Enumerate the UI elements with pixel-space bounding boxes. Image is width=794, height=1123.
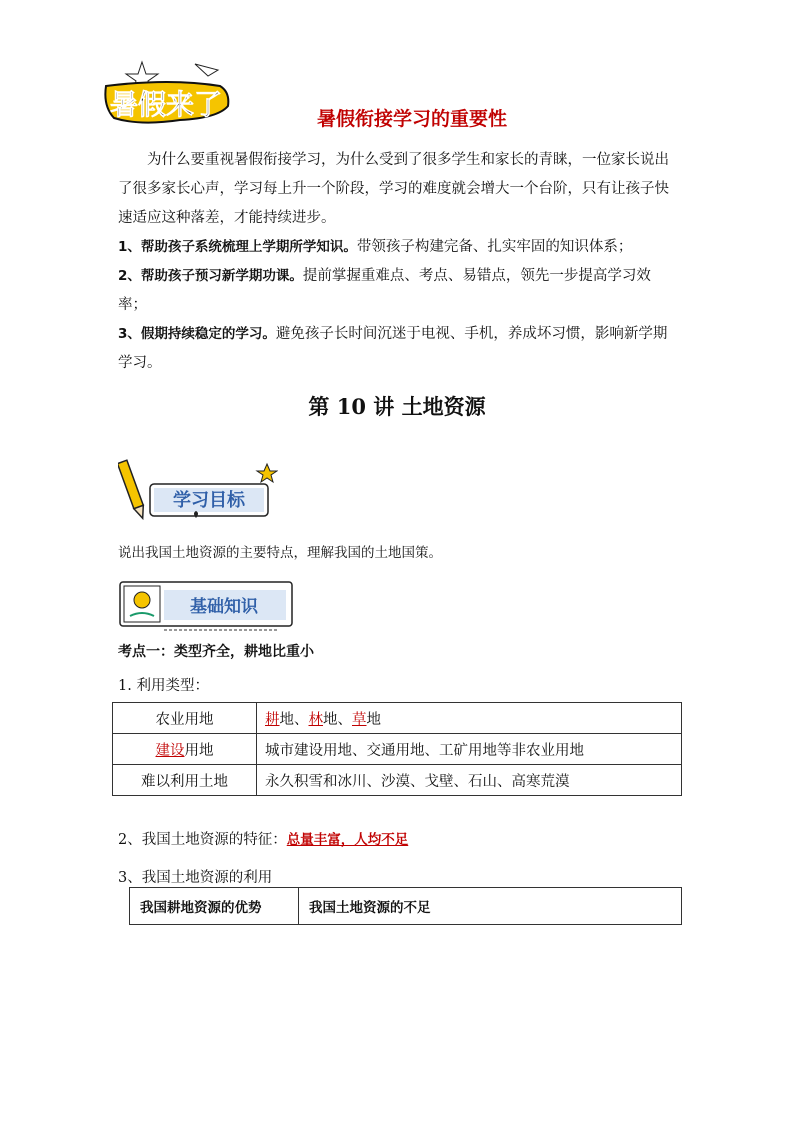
table-row bbox=[113, 765, 682, 796]
point-3-bold: 3、假期持续稳定的学习。 bbox=[118, 326, 276, 342]
point-2-bold: 2、帮助孩子预习新学期功课。 bbox=[118, 268, 303, 284]
answer-forest: 林 bbox=[308, 711, 323, 728]
intro-section bbox=[118, 146, 678, 378]
answer-cultivated: 耕 bbox=[265, 711, 280, 728]
point-1-text: 带领孩子构建完备、扎实牢固的知识体系； bbox=[356, 239, 633, 255]
table-row bbox=[130, 888, 682, 925]
goal-text: 说出我国土地资源的主要特点，理解我国的土地国策。 bbox=[118, 545, 442, 561]
table-row bbox=[113, 703, 682, 734]
land-type-cell: 难以利用土地 bbox=[113, 765, 257, 796]
table-row bbox=[113, 734, 682, 765]
basics-badge-label: 基础知识 bbox=[190, 597, 258, 617]
knowledge-point-1: 考点一：类型齐全，耕地比重小 bbox=[118, 644, 314, 660]
land-value-cell: 永久积雪和冰川、沙漠、戈壁、石山、高寒荒漠 bbox=[257, 765, 682, 796]
page-title: 暑假衔接学习的重要性 bbox=[316, 108, 507, 130]
text-part: 地、 bbox=[279, 711, 309, 728]
land-type-cell bbox=[113, 734, 257, 765]
text-part: 用地 bbox=[184, 742, 214, 759]
intro-point-3 bbox=[118, 320, 678, 378]
point-3-text: 避免孩子长时间沉迷于电视、手机，养成坏习惯，影响新学期学习。 bbox=[118, 326, 668, 371]
point-2-text: 提前掌握重难点、考点、易错点，领先一步提高学习效率； bbox=[118, 268, 651, 313]
heading-utilization: 3、我国土地资源的利用 bbox=[118, 870, 273, 886]
land-type-cell: 农业用地 bbox=[113, 703, 257, 734]
utilization-table bbox=[129, 887, 682, 925]
intro-point-1 bbox=[118, 233, 678, 262]
text-part: 地、 bbox=[323, 711, 352, 728]
basics-badge bbox=[118, 578, 298, 634]
logo-text: 暑假来了 bbox=[110, 88, 223, 121]
lesson-title: 第 10 讲 土地资源 bbox=[308, 394, 486, 419]
answer-characteristics: 总量丰富，人均不足 bbox=[286, 832, 409, 848]
advantage-header: 我国耕地资源的优势 bbox=[130, 888, 299, 925]
answer-grass: 草 bbox=[352, 711, 367, 728]
heading-land-use: 1. 利用类型： bbox=[118, 678, 209, 694]
heading-text: 2、我国土地资源的特征： bbox=[118, 832, 287, 848]
pencil-star-icon bbox=[118, 456, 278, 526]
shortage-header: 我国土地资源的不足 bbox=[299, 888, 682, 925]
intro-paragraph: 为什么要重视暑假衔接学习，为什么受到了很多学生和家长的青睐，一位家长说出了很多家长心声，学习每上升一个阶段，学习的难度就会增大一个台阶，只有让孩子快速适应这种落差，才能持续进步。 bbox=[118, 152, 669, 226]
land-value-cell bbox=[257, 703, 682, 734]
land-use-table bbox=[112, 702, 682, 796]
point-1-bold: 1、帮助孩子系统梳理上学期所学知识。 bbox=[118, 239, 357, 255]
land-value-cell: 城市建设用地、交通用地、工矿用地等非农业用地 bbox=[257, 734, 682, 765]
goal-badge-label: 学习目标 bbox=[173, 490, 245, 511]
heading-characteristics bbox=[118, 828, 408, 849]
text-part: 地 bbox=[366, 711, 381, 728]
lightbulb-book-icon bbox=[118, 578, 298, 634]
goal-badge bbox=[118, 456, 278, 526]
answer-construction: 建设 bbox=[155, 742, 185, 759]
intro-point-2 bbox=[118, 262, 678, 320]
